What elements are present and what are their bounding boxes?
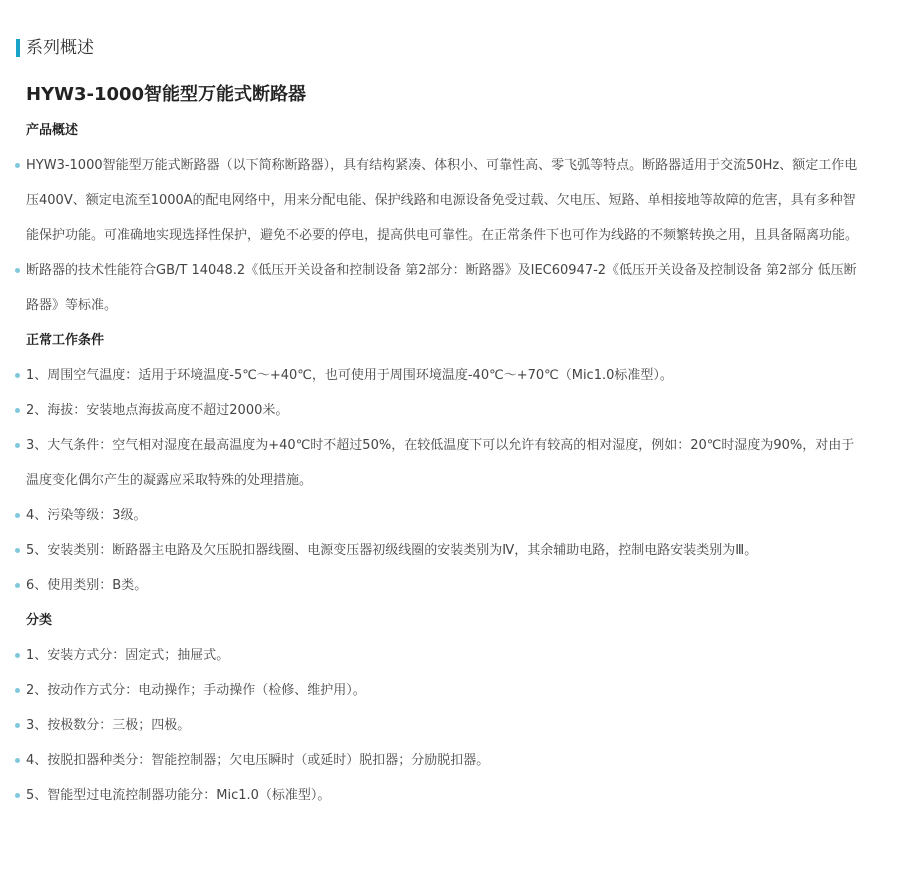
- list-item-text: 4、按脱扣器种类分：智能控制器；欠电压瞬时（或延时）脱扣器；分励脱扣器。: [26, 753, 490, 768]
- content: [0, 113, 900, 813]
- list-item: [26, 638, 862, 673]
- bullet-dot-icon: [15, 653, 20, 658]
- list-item-text: 1、安装方式分：固定式；抽屉式。: [26, 648, 230, 663]
- bullet-dot-icon: [15, 408, 20, 413]
- bullet-dot-icon: [15, 758, 20, 763]
- section-accent-bar: [16, 39, 20, 57]
- list-item-text: 3、大气条件：空气相对湿度在最高温度为+40℃时不超过50%，在较低温度下可以允许有较高的相对湿度，例如：20℃时湿度为90%，对由于温度变化偶尔产生的凝露应采取特殊的处理措施。: [26, 438, 855, 488]
- bullet-dot-icon: [15, 268, 20, 273]
- list-item-text: 4、污染等级：3级。: [26, 508, 147, 523]
- overview-heading: 产品概述: [26, 123, 79, 138]
- list-item-text: 断路器的技术性能符合GB/T 14048.2《低压开关设备和控制设备 第2部分：断路器》及IEC60947-2《低压开关设备及控制设备 第2部分 低压断路器》等标准。: [26, 263, 857, 313]
- list-item: [26, 393, 862, 428]
- section-title: 系列概述: [26, 38, 94, 58]
- bullet-dot-icon: [15, 723, 20, 728]
- bullet-dot-icon: [15, 163, 20, 168]
- list-item: [26, 148, 862, 253]
- bullet-dot-icon: [15, 793, 20, 798]
- list-item: [26, 743, 862, 778]
- list-item: [26, 358, 862, 393]
- list-item: [26, 673, 862, 708]
- conditions-heading: 正常工作条件: [26, 333, 105, 348]
- list-item: [26, 568, 862, 603]
- bullet-dot-icon: [15, 373, 20, 378]
- list-item: [26, 498, 862, 533]
- list-item-text: 5、智能型过电流控制器功能分：Mic1.0（标准型）。: [26, 788, 331, 803]
- list-item-text: 2、海拔：安装地点海拔高度不超过2000米。: [26, 403, 289, 418]
- section-header: [16, 37, 94, 59]
- list-item-text: HYW3-1000智能型万能式断路器（以下简称断路器），具有结构紧凑、体积小、可靠性高、零飞弧等特点。断路器适用于交流50Hz、额定工作电压400V、额定电流至1000A的配电网络中，用来分配电能、保护线路和电源设备免受过载、欠电压、短路、单相接地等故障的危害，具有多种智能保护功能。可准确地实现选择性保护，避免不必要的停电，提高供电可靠性。在正常条件下也可作为线路的不频繁转换之用，且具备隔离功能。: [26, 158, 859, 243]
- list-item-text: 1、周围空气温度：适用于环境温度-5℃～+40℃，也可使用于周围环境温度-40℃～+70℃（Mic1.0标准型）。: [26, 368, 673, 383]
- list-item-text: 2、按动作方式分：电动操作；手动操作（检修、维护用）。: [26, 683, 366, 698]
- bullet-dot-icon: [15, 688, 20, 693]
- list-item-text: 3、按极数分：三极；四极。: [26, 718, 191, 733]
- product-title: HYW3-1000智能型万能式断路器: [26, 84, 307, 105]
- list-item: [26, 533, 862, 568]
- list-item-text: 5、安装类别：断路器主电路及欠压脱扣器线圈、电源变压器初级线圈的安装类别为Ⅳ，其余辅助电路，控制电路安装类别为Ⅲ。: [26, 543, 758, 558]
- bullet-dot-icon: [15, 443, 20, 448]
- list-item: [26, 428, 862, 498]
- list-item-text: 6、使用类别：B类。: [26, 578, 148, 593]
- bullet-dot-icon: [15, 548, 20, 553]
- bullet-dot-icon: [15, 513, 20, 518]
- list-item: [26, 708, 862, 743]
- list-item: [26, 253, 862, 323]
- classification-heading: 分类: [26, 613, 53, 628]
- bullet-dot-icon: [15, 583, 20, 588]
- list-item: [26, 778, 862, 813]
